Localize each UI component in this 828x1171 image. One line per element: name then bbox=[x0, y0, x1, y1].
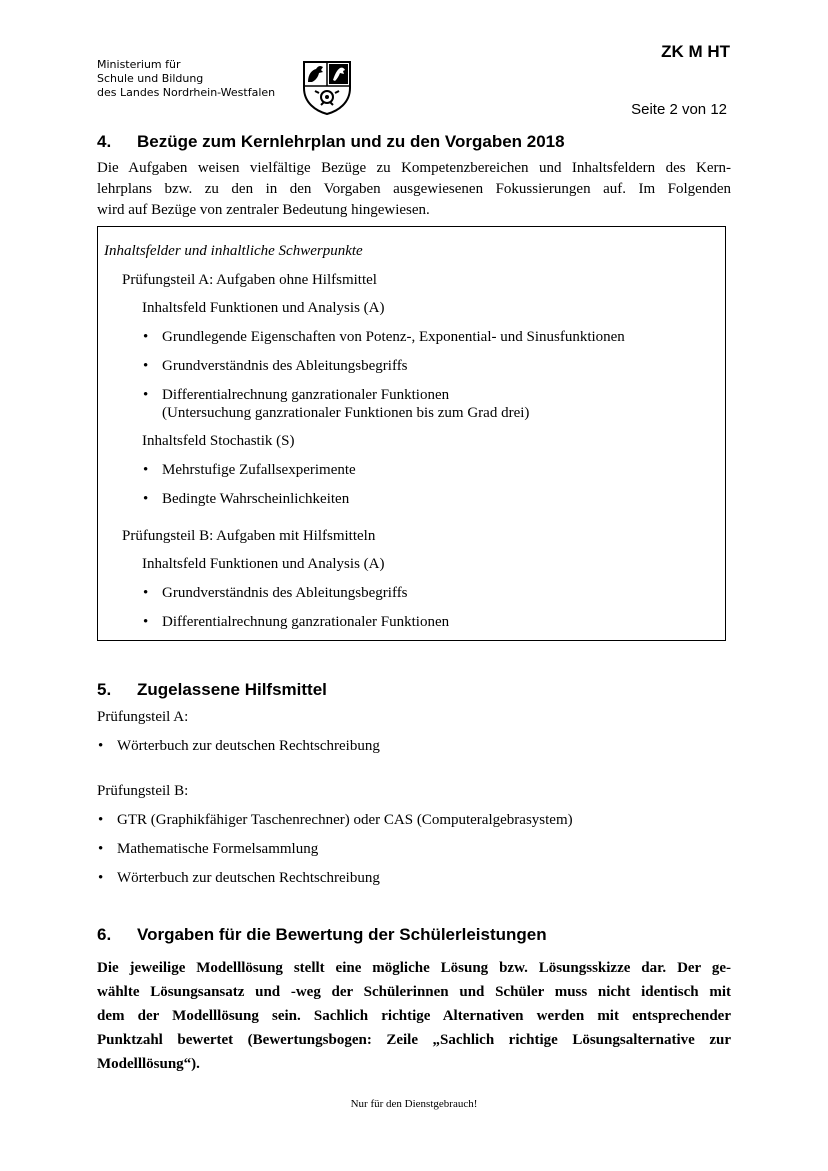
ministry-line: Ministerium für bbox=[97, 58, 181, 71]
section-5-heading bbox=[97, 680, 327, 700]
part-b-field-analysis: Inhaltsfeld Funktionen und Analysis (A) bbox=[142, 556, 385, 572]
section-title: Zugelassene Hilfsmittel bbox=[137, 680, 327, 699]
ministry-line: des Landes Nordrhein-Westfalen bbox=[97, 86, 276, 99]
section-6-heading bbox=[97, 925, 547, 945]
paragraph-line: Die Aufgaben weisen vielfältige Bezüge zu Kompetenzbereichen und Inhaltsfeldern des Kern- bbox=[97, 160, 731, 176]
section-number: 6. bbox=[97, 925, 112, 944]
list-item: • Differentialrechnung ganzrationaler Funktionen bbox=[162, 614, 449, 631]
list-item: • Mehrstufige Zufallsexperimente bbox=[162, 462, 356, 479]
part-b-label: Prüfungsteil B: bbox=[97, 783, 189, 799]
section-4-heading bbox=[97, 132, 565, 152]
paragraph-line: wird auf Bezüge von zentraler Bedeutung hingewiesen. bbox=[97, 202, 430, 218]
list-item: • Bedingte Wahrscheinlichkeiten bbox=[162, 491, 349, 508]
paragraph-line: wählte Lösungsansatz und -weg der Schülerinnen und Schüler muss nicht identisch mit bbox=[97, 984, 731, 1000]
list-item: • Grundverständnis des Ableitungsbegriffs bbox=[162, 358, 408, 375]
part-b-title: Prüfungsteil B: Aufgaben mit Hilfsmitteln bbox=[122, 528, 376, 544]
paragraph-line: dem der Modelllösung sein. Sachlich richtige Alternativen werden mit entsprechender bbox=[97, 1008, 731, 1024]
part-a-label: Prüfungsteil A: bbox=[97, 709, 189, 725]
section-title: Vorgaben für die Bewertung der Schülerleistungen bbox=[137, 925, 547, 944]
nrw-coat-of-arms-icon bbox=[302, 60, 352, 115]
list-item: • Grundlegende Eigenschaften von Potenz-, Exponential- und Sinusfunktionen bbox=[162, 329, 625, 346]
section-number: 4. bbox=[97, 132, 112, 151]
list-item: • Differentialrechnung ganzrationaler Funktionen bbox=[162, 387, 449, 404]
section-title: Bezüge zum Kernlehrplan und zu den Vorgaben 2018 bbox=[137, 132, 565, 151]
section-number: 5. bbox=[97, 680, 112, 699]
ministry-name bbox=[97, 58, 275, 100]
page-number: Seite 2 von 12 bbox=[631, 101, 727, 118]
content-fields-box bbox=[97, 226, 726, 641]
part-a-field-analysis: Inhaltsfeld Funktionen und Analysis (A) bbox=[142, 300, 385, 316]
document-code: ZK M HT bbox=[661, 42, 730, 61]
list-item: • Wörterbuch zur deutschen Rechtschreibung bbox=[117, 738, 380, 755]
part-a-field-stochastics: Inhaltsfeld Stochastik (S) bbox=[142, 433, 295, 449]
list-item: • Grundverständnis des Ableitungsbegriffs bbox=[162, 585, 408, 602]
list-item: • Wörterbuch zur deutschen Rechtschreibung bbox=[117, 870, 380, 887]
part-a-title: Prüfungsteil A: Aufgaben ohne Hilfsmittel bbox=[122, 272, 377, 288]
section-4-intro bbox=[97, 158, 731, 221]
list-item: • Mathematische Formelsammlung bbox=[117, 841, 318, 858]
section-6-text bbox=[97, 956, 731, 1076]
paragraph-line: Modelllösung“). bbox=[97, 1056, 200, 1072]
paragraph-line: Die jeweilige Modelllösung stellt eine mögliche Lösung bzw. Lösungsskizze dar. Der ge- bbox=[97, 960, 731, 976]
list-item-continuation: (Untersuchung ganzrationaler Funktionen bis zum Grad drei) bbox=[162, 405, 530, 421]
ministry-line: Schule und Bildung bbox=[97, 72, 204, 85]
box-heading: Inhaltsfelder und inhaltliche Schwerpunkte bbox=[104, 243, 363, 259]
list-item: • GTR (Graphikfähiger Taschenrechner) oder CAS (Computeralgebrasystem) bbox=[117, 812, 573, 829]
paragraph-line: Punktzahl bewertet (Bewertungsbogen: Zeile „Sachlich richtige Lösungsalternative zur bbox=[97, 1032, 731, 1048]
paragraph-line: lehrplans bzw. zu den in den Vorgaben ausgewiesenen Fokussierungen auf. Im Folgenden bbox=[97, 181, 731, 197]
footer-notice: Nur für den Dienstgebrauch! bbox=[350, 1098, 478, 1110]
